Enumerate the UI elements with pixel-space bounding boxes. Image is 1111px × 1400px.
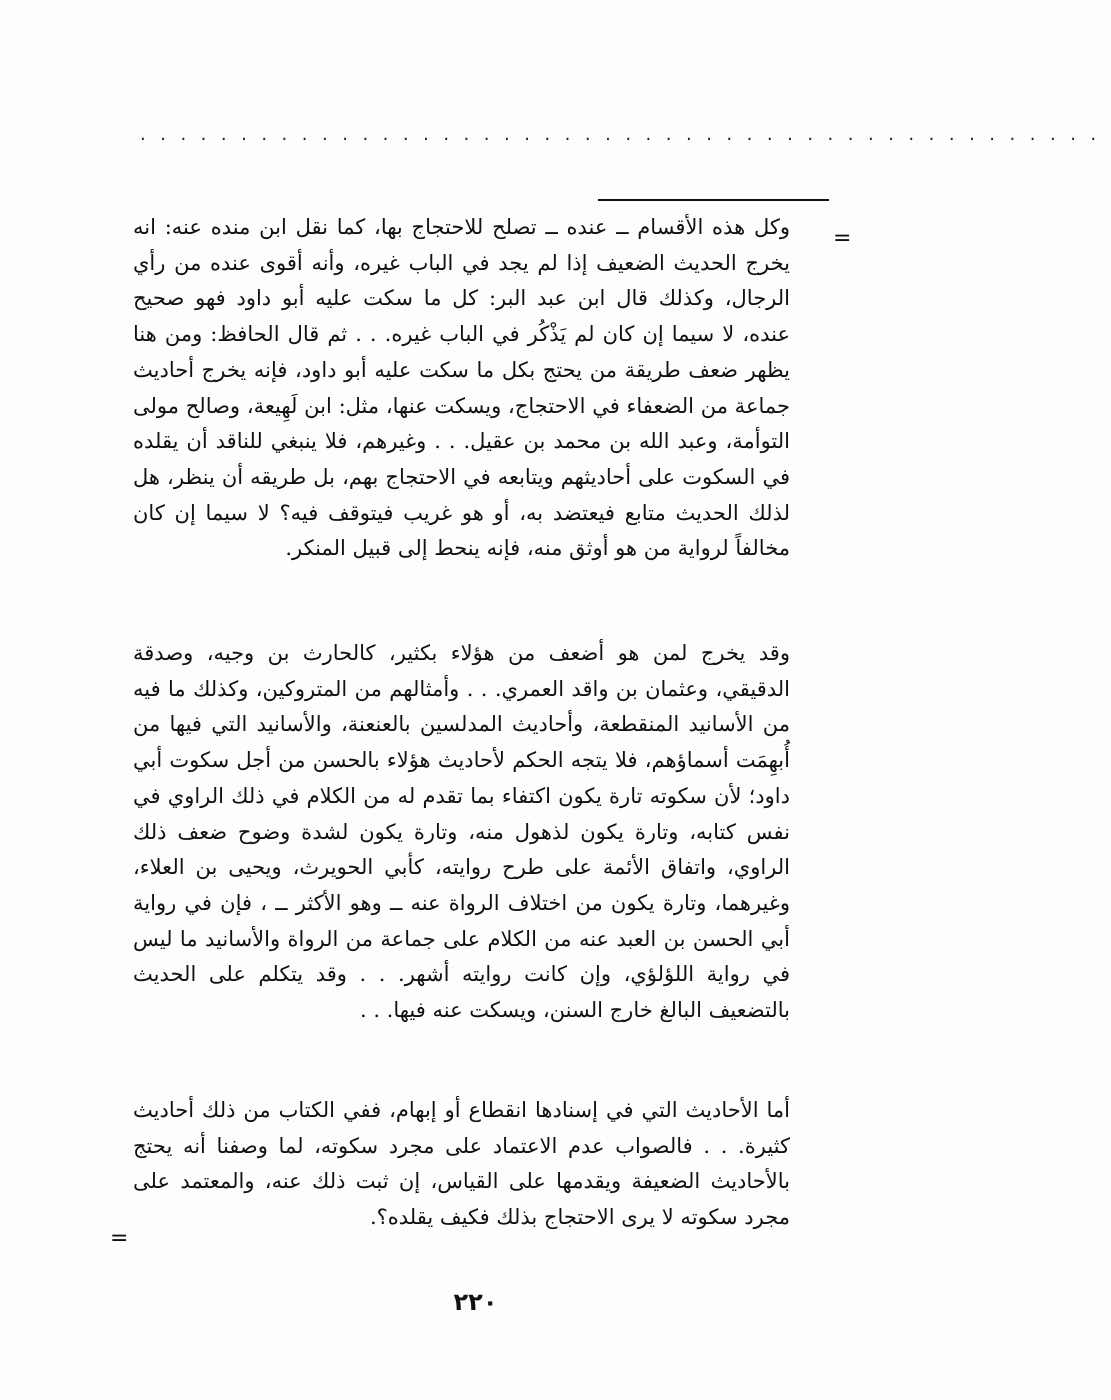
paragraph-2: وقد يخرج لمن هو أضعف من هؤلاء بكثير، كالحارث بن وجيه، وصدقة الدقيقي، وعثمان بن واقد العمري. . . وأمثالهم من المتروكين، وكذلك ما فيه من الأسانيد المنقطعة، وأحاديث المدلسين بالعنعنة، والأسانيد التي فيها من أُبهِمَت أسماؤهم، فلا يتجه الحكم لأحاديث هؤلاء بالحسن من أجل سكوت أبي داود؛ لأن سكوته تارة يكون اكتفاء بما تقدم له من الكلام في ذلك الراوي في نفس كتابه، وتارة يكون لذهول منه، وتارة يكون لشدة وضوح ضعف ذلك الراوي، واتفاق الأئمة على طرح روايته، كأبي الحويرث، ويحيى بن العلاء، وغيرهما، وتارة يكون من اختلاف الرواة عنه ــ وهو الأكثر ــ ، فإن في رواية أبي الحسن بن العبد عنه من الكلام على جماعة من الرواة والأسانيد ما ليس في رواية اللؤلؤي، وإن كانت روايته أشهر. . . وقد يتكلم على الحديث بالتضعيف البالغ خارج السنن، ويسكت عنه فيها. . . [133,641,790,1023]
continuation-mark-bottom: = [110,1226,129,1251]
paragraph-1: وكل هذه الأقسام ــ عنده ــ تصلح للاحتجاج بها، كما نقل ابن منده عنه: انه يخرج الحديث الضعيف إذا لم يجد في الباب غيره، وأنه أقوى عنده من رأي الرجال، وكذلك قال ابن عبد البر: كل ما سكت عليه أبو داود فهو صحيح عنده، لا سيما إن كان لم يَذْكُر في الباب غيره. . . ثم قال الحافظ: ومن هنا يظهر ضعف طريقة من يحتج بكل ما سكت عليه أبو داود، فإنه يخرج أحاديث جماعة من الضعفاء في الاحتجاج، ويسكت عنها، مثل: ابن لَهِيعة، وصالح مولى التوأمة، وعبد الله بن محمد بن عقيل. . . وغيرهم، فلا ينبغي للناقد أن يقلده في السكوت على أحاديثهم ويتابعه في الاحتجاج بهم، بل طريقه أن ينظر، هل لذلك الحديث متابع فيعتضد به، أو هو غريب فيتوقف فيه؟ لا سيما إن كان مخالفاً لرواية من هو أوثق منه، فإنه ينحط إلى قبيل المنكر. [133,215,790,561]
continuation-mark-top: = [833,226,852,251]
paragraph-3: أما الأحاديث التي في إسنادها انقطاع أو إبهام، ففي الكتاب من ذلك أحاديث كثيرة. . . فالصواب عدم الاعتماد على مجرد سكوته، لما وصفنا أنه يحتج بالأحاديث الضعيفة ويقدمها على القياس، إن ثبت ذلك عنه، والمعتمد على مجرد سكوته لا يرى الاحتجاج بذلك فكيف يقلده؟. [133,1098,790,1230]
section-separator-dots: ................................................ [140,124,1111,145]
footnote-rule [598,199,829,201]
page-number: ٢٢٠ [453,1288,498,1316]
